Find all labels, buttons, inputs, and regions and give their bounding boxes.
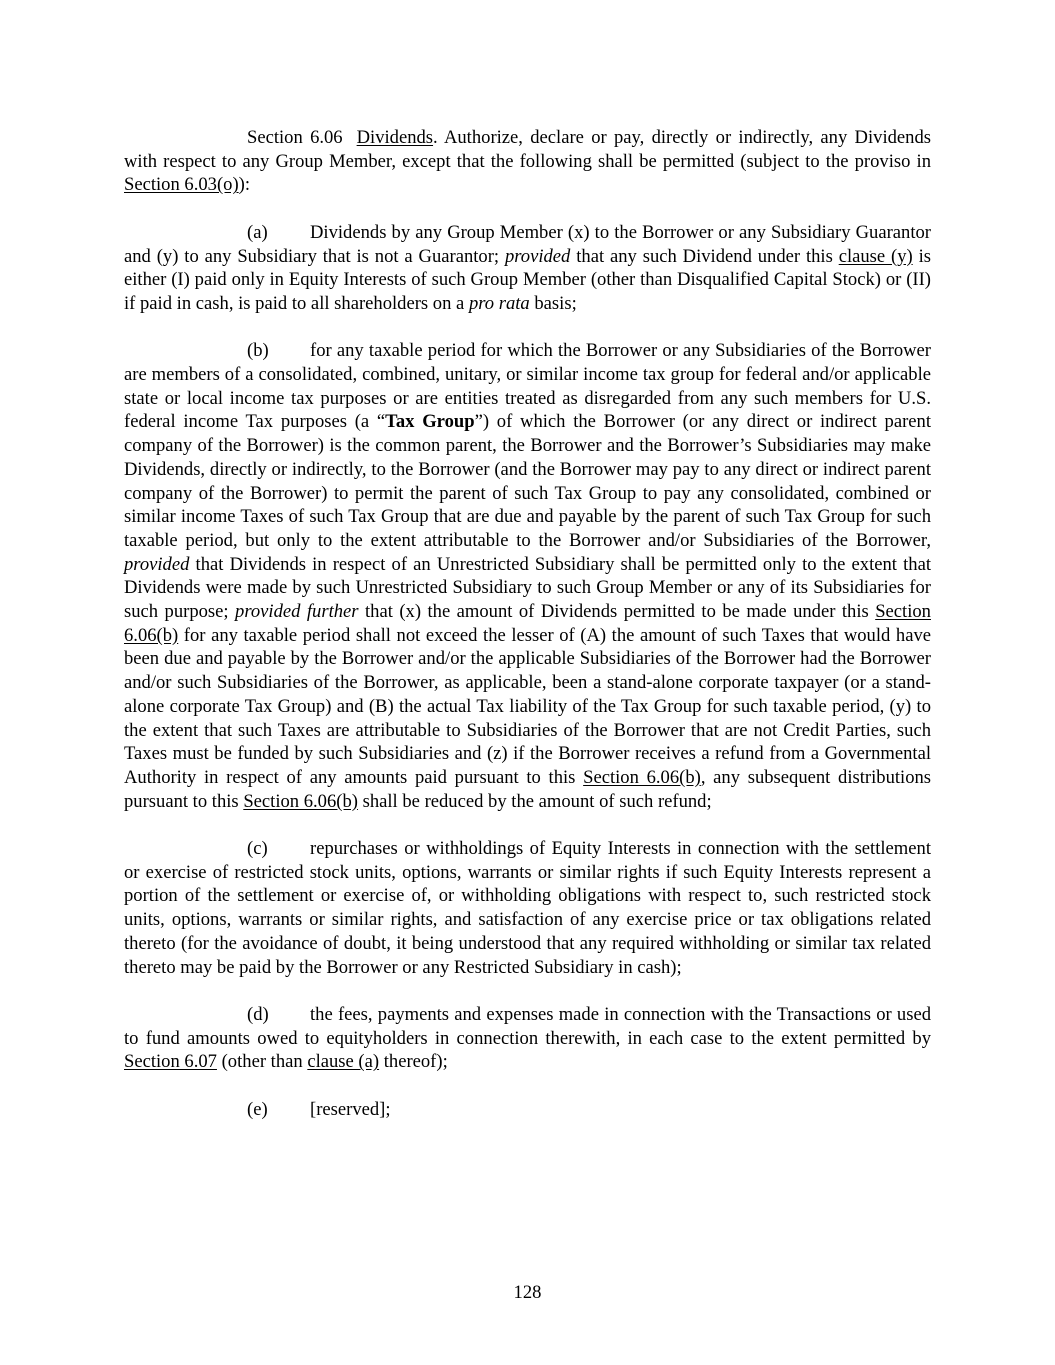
page-number: 128 — [513, 1282, 542, 1303]
intro-text: . Authorize, declare or pay, directly or indirectly, any Dividends with respect to any Group Member, except that the following shall be permitted (subject to the proviso in — [124, 127, 931, 172]
clause-c — [124, 837, 931, 979]
clause-text-italic: provided — [504, 245, 571, 267]
clause-text: , any subsequent distributions pursuant to this — [124, 766, 932, 812]
clause-text: is either (I) paid only in Equity Interests of such Group Member (other than Disqualified Capital Stock) or (II) if paid in cash, is paid to all shareholders on a — [124, 245, 931, 314]
clause-text: ”) of which the Borrower (or any direct or indirect parent company of the Borrower) is the common parent, the Borrower and the Borrower’s Subsidiaries may make Dividends, directly or indirectly, to the Borrower (and the Borrower may pay to any direct or indirect parent company of the Borrower) to permit the parent of such Tax Group to pay any consolidated, combined or similar income Taxes of such Tax Group that are due and payable by the parent of such Tax Group for such taxable period, but only to the extent attributable to the Borrower and/or Subsidiaries of the Borrower, — [124, 411, 932, 551]
clause-text: for any taxable period for which the Borrower or any Subsidiaries of the Borrower are members of a consolidated, combined, unitary, or similar income tax group for federal and/or applicable state or local income tax purposes or are entities treated as disregarded from any such members for U.S. federal income Tax purposes (a “ — [124, 340, 931, 433]
clause-text-italic: pro rata — [468, 292, 530, 314]
clause-text: Dividends by any Group Member (x) to the Borrower or any Subsidiary Guarantor and (y) to any Subsidiary that is not a Guarantor; — [124, 221, 931, 267]
clause-text: the fees, payments and expenses made in connection with the Transactions or used to fund amounts owed to equityholders in connection therewith, in each case to the extent permitted by — [124, 1003, 931, 1049]
clause-text-italic: provided — [124, 553, 190, 575]
intro-text: ): — [238, 174, 250, 196]
clause-e — [124, 1098, 931, 1122]
clause-b — [124, 339, 931, 813]
clause-text: for any taxable period shall not exceed the lesser of (A) the amount of such Taxes that would have been due and payable by the Borrower and/or the applicable Subsidiaries of the Borrower had the Borrower and/or such Subsidiaries of the Borrower, as applicable, been a stand-alone corporate taxpayer (or a stand-alone corporate Tax Group) and (B) the actual Tax liability of the Tax Group for such taxable period, (y) to the extent that such Taxes are attributable to Subsidiaries of the Borrower that are not Credit Parties, such Taxes must be funded by such Subsidiaries and (z) if the Borrower receives a refund from a Governmental Authority in respect of any amounts paid pursuant to this — [124, 624, 931, 788]
clause-text-italic: provided further — [235, 601, 359, 623]
clause-a — [124, 221, 931, 316]
document-body — [124, 126, 931, 1145]
clause-text: that any such Dividend under this — [570, 245, 839, 267]
cross-reference-link: Section 6.06(b) — [243, 790, 358, 812]
section-title: Dividends — [356, 127, 434, 148]
clause-d — [124, 1003, 931, 1074]
cross-reference-link: Section 6.03(o) — [124, 174, 239, 196]
clause-text: (other than — [216, 1051, 308, 1073]
clause-label: (d) — [247, 1003, 269, 1025]
clause-text: [reserved]; — [310, 1098, 391, 1120]
clause-text: that Dividends in respect of an Unrestricted Subsidiary shall be permitted only to the extent that Dividends were made by such Unrestricted Subsidiary to such Group Member or any of its Subsidiaries for such purpose; — [124, 553, 931, 623]
defined-term: Tax Group — [385, 411, 475, 433]
clause-label: (c) — [247, 838, 268, 860]
clause-text: shall be reduced by the amount of such refund; — [357, 790, 712, 812]
clause-label: (e) — [247, 1098, 268, 1120]
clause-text: basis; — [529, 292, 577, 314]
cross-reference-link: clause (a) — [307, 1051, 380, 1073]
cross-reference-link: Section 6.06(b) — [583, 766, 701, 788]
cross-reference-link: Section 6.07 — [124, 1051, 217, 1073]
clause-text: that (x) the amount of Dividends permitted to be made under this — [358, 601, 876, 623]
clause-label: (b) — [247, 340, 269, 362]
cross-reference-link: Section 6.06(b) — [124, 601, 931, 646]
section-6-06-intro — [124, 126, 931, 197]
cross-reference-link: clause (y) — [838, 245, 913, 267]
clause-label: (a) — [247, 221, 268, 243]
clause-text: thereof); — [379, 1051, 448, 1073]
clause-text: repurchases or withholdings of Equity Interests in connection with the settlement or exercise of restricted stock units, options, warrants or similar rights if such Equity Interests represent a portion of the settlement or exercise of, or withholding obligations with respect to, such restricted stock units, options, warrants or similar rights, and satisfaction of any exercise price or tax obligations related thereto (for the avoidance of doubt, it being understood that any required withholding or similar tax related thereto may be paid by the Borrower or any Restricted Subsidiary in cash); — [124, 838, 931, 978]
section-number: Section 6.06 — [247, 127, 343, 148]
